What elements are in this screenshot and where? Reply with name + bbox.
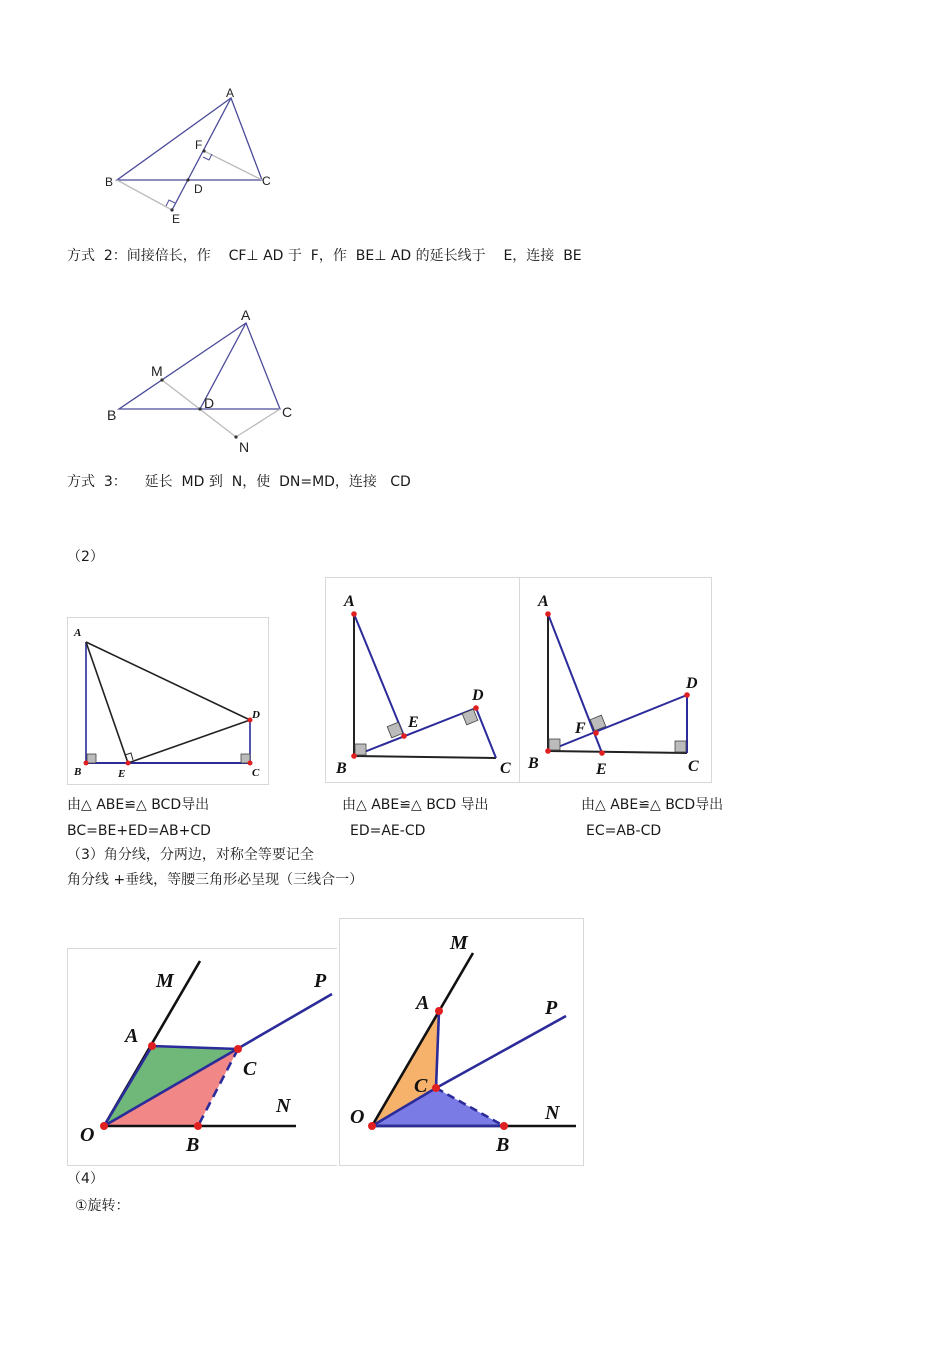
- label-E: E: [118, 768, 126, 780]
- label-N: N: [239, 439, 250, 455]
- label-N: N: [545, 1102, 560, 1124]
- label-A: A: [344, 593, 355, 610]
- caption-b-line1: 由△ ABE≌△ BCD 导出: [342, 797, 489, 813]
- figure-3b-frame: [325, 577, 521, 783]
- label-P: P: [545, 997, 558, 1019]
- label-M: M: [156, 970, 174, 992]
- section-3-title: （3）角分线，分两边，对称全等要记全: [67, 847, 314, 863]
- label-C: C: [500, 760, 511, 777]
- label-M: M: [151, 363, 163, 379]
- section-2-heading: （2）: [67, 549, 104, 565]
- caption-a-line1: 由△ ABE≌△ BCD导出: [67, 797, 210, 813]
- caption-a-line2: BC=BE+ED=AB+CD: [67, 823, 211, 839]
- label-C: C: [414, 1075, 428, 1097]
- label-B: B: [336, 760, 347, 777]
- label-B: B: [528, 755, 539, 772]
- figure-3b: [326, 578, 522, 784]
- figure-3a-frame: [67, 617, 269, 785]
- label-C: C: [243, 1058, 257, 1080]
- label-F: F: [195, 138, 203, 152]
- label-B: B: [74, 766, 82, 778]
- caption-c-line2: EC=AB-CD: [586, 823, 662, 839]
- label-A: A: [74, 627, 82, 639]
- label-P: P: [314, 970, 327, 992]
- figure-triangle-perpendiculars: [100, 85, 300, 230]
- label-E: E: [408, 714, 419, 731]
- label-A: A: [125, 1025, 139, 1047]
- label-A: A: [241, 307, 251, 323]
- label-B: B: [496, 1134, 510, 1156]
- label-M: M: [450, 932, 468, 954]
- label-C: C: [688, 758, 699, 775]
- figure-4b: [340, 919, 585, 1167]
- section-4-heading: （4）: [67, 1171, 104, 1187]
- label-O: O: [350, 1106, 365, 1128]
- label-C: C: [282, 404, 293, 420]
- label-N: N: [276, 1095, 291, 1117]
- label-O: O: [80, 1124, 95, 1146]
- label-B: B: [107, 407, 117, 423]
- caption-b-line2: ED=AE-CD: [350, 823, 426, 839]
- label-D: D: [472, 687, 484, 704]
- figure-3c: [520, 578, 713, 784]
- section-3-subtitle: 角分线 +垂线，等腰三角形必呈现（三线合一）: [67, 872, 364, 888]
- method-2-text: 方式 2：间接倍长，作 CF⊥ AD 于 F，作 BE⊥ AD 的延长线于 E，连接 BE: [67, 248, 582, 264]
- label-E: E: [172, 212, 181, 226]
- label-D: D: [194, 182, 203, 196]
- item-rotation: ①旋转：: [75, 1198, 130, 1214]
- caption-c-line1: 由△ ABE≌△ BCD导出: [581, 797, 724, 813]
- figure-4a: [68, 949, 338, 1167]
- method-3-text: 方式 3： 延长 MD 到 N，使 DN=MD，连接 CD: [67, 474, 411, 490]
- figure-triangle-median-extension: [100, 305, 310, 460]
- label-D: D: [252, 709, 260, 721]
- label-A: A: [226, 86, 235, 100]
- label-D: D: [686, 675, 698, 692]
- figure-3a: [68, 618, 270, 786]
- figure-3c-frame: [519, 577, 712, 783]
- label-B: B: [186, 1134, 200, 1156]
- figure-4a-frame: [67, 948, 337, 1166]
- label-D: D: [204, 395, 215, 411]
- label-A: A: [538, 593, 549, 610]
- label-C: C: [262, 174, 271, 188]
- label-A: A: [416, 992, 430, 1014]
- label-F: F: [575, 720, 586, 737]
- figure-4b-frame: [339, 918, 584, 1166]
- label-B: B: [105, 175, 114, 189]
- label-E: E: [596, 761, 607, 778]
- label-C: C: [252, 767, 260, 779]
